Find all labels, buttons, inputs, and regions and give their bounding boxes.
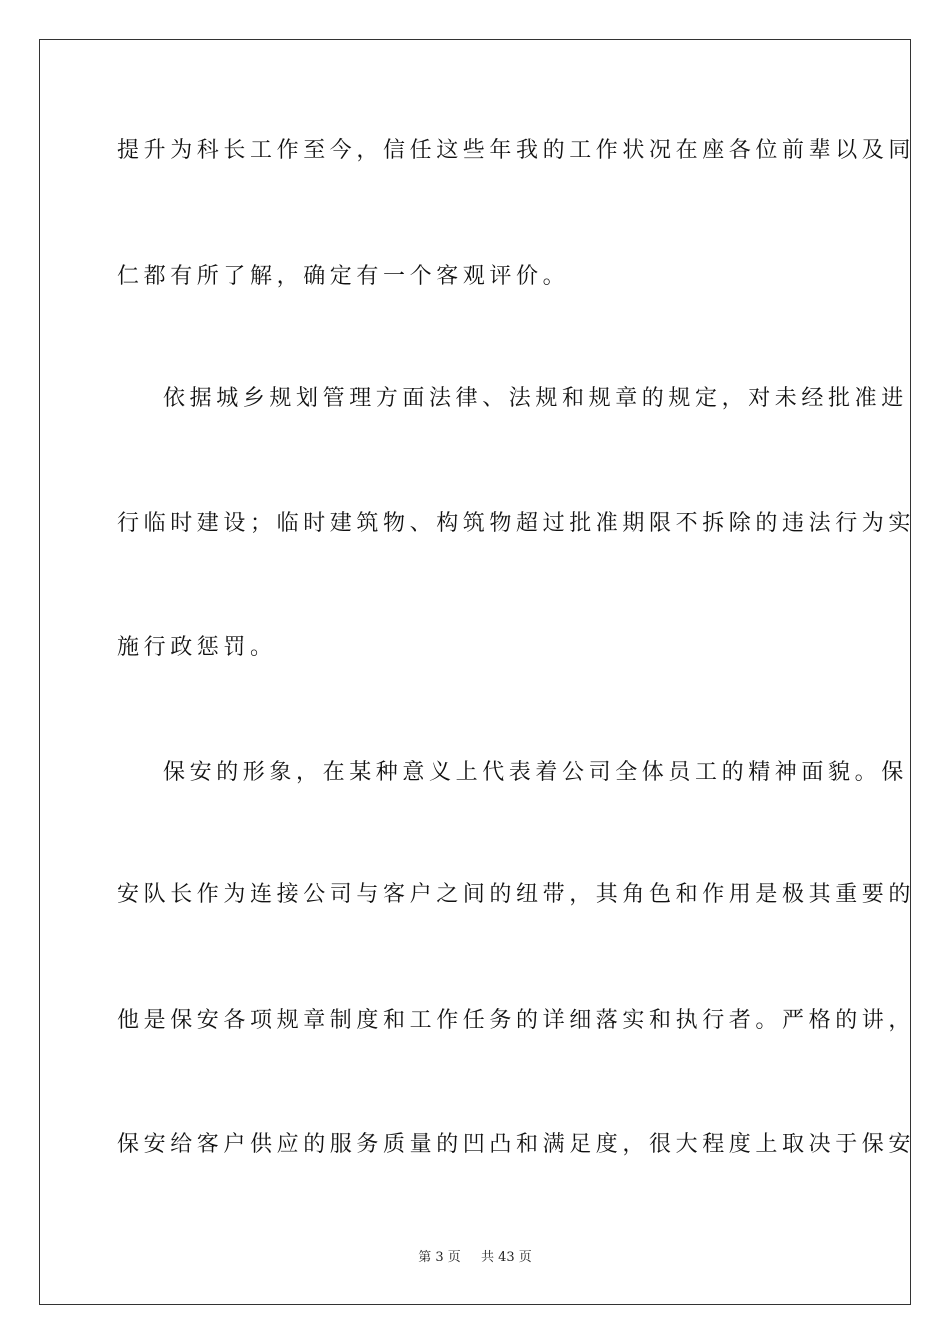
text-line-6: 保安的形象，在某种意义上代表着公司全体员工的精神面貌。保 [163, 760, 908, 785]
text-line-8: 他是保安各项规章制度和工作任务的详细落实和执行者。严格的讲， [117, 1008, 916, 1033]
text-line-5: 施行政惩罚。 [117, 635, 277, 660]
text-line-2: 仁都有所了解，确定有一个客观评价。 [117, 264, 570, 289]
page-number: 第 3 页 [418, 1250, 461, 1265]
text-line-9: 保安给客户供应的服务质量的凹凸和满足度，很大程度上取决于保安 [117, 1132, 916, 1157]
text-line-4: 行临时建设；临时建筑物、构筑物超过批准期限不拆除的违法行为实 [117, 511, 916, 536]
page-frame [39, 39, 916, 1305]
text-line-1: 提升为科长工作至今，信任这些年我的工作状况在座各位前辈以及同 [117, 138, 916, 163]
text-line-7: 安队长作为连接公司与客户之间的纽带，其角色和作用是极其重要的 [117, 882, 916, 907]
text-line-3: 依据城乡规划管理方面法律、法规和规章的规定，对未经批准进 [163, 386, 908, 411]
page-footer [0, 1246, 950, 1265]
total-pages: 共 43 页 [480, 1250, 532, 1265]
